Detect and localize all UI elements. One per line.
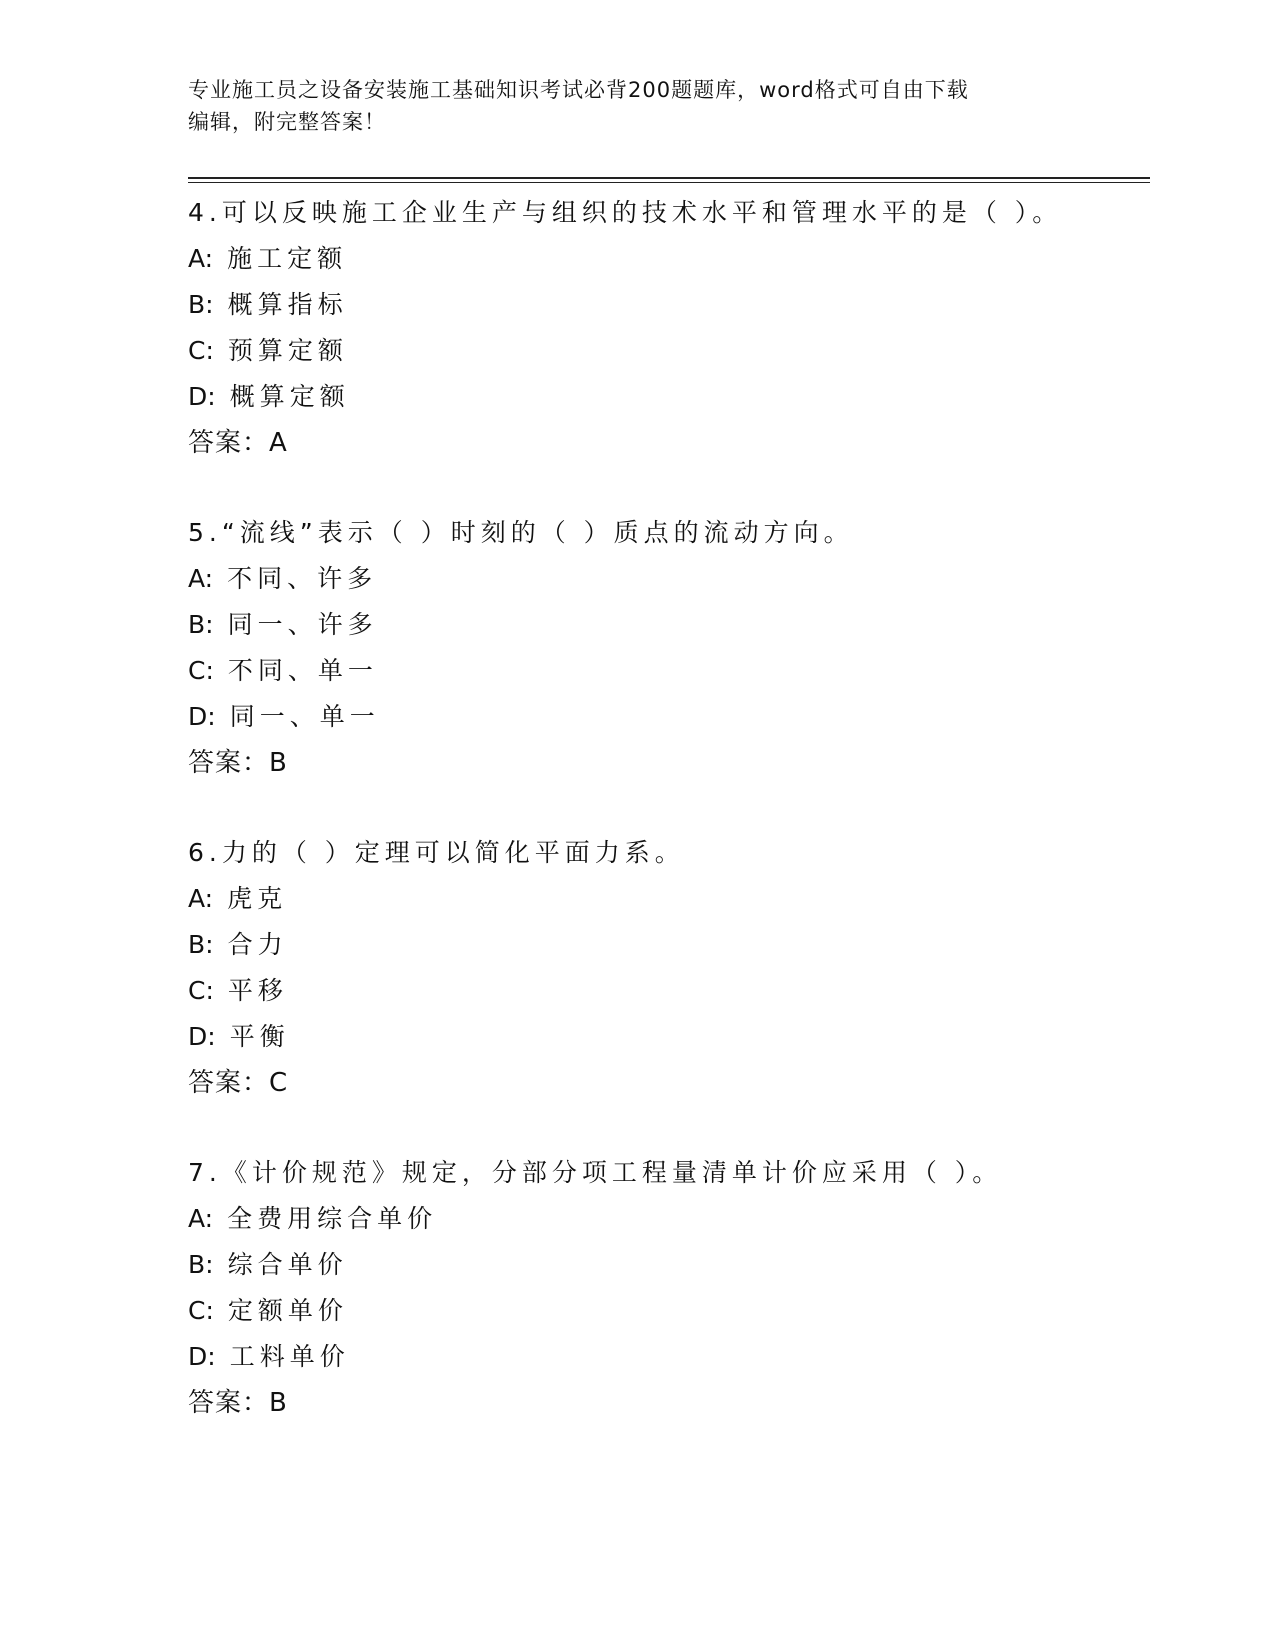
option-d [188, 1334, 1168, 1380]
option-text: 综合单价 [227, 1250, 348, 1279]
option-text: 平移 [227, 976, 288, 1005]
option-a [188, 556, 1168, 602]
option-c [188, 1288, 1168, 1334]
option-text: 概算指标 [227, 290, 348, 319]
option-text: 不同、单一 [227, 656, 378, 685]
header-divider-thick [188, 177, 1150, 179]
option-label: A: [188, 244, 214, 273]
question-5 [188, 510, 1168, 786]
option-d [188, 374, 1168, 420]
option-c [188, 968, 1168, 1014]
option-label: B: [188, 1250, 214, 1279]
option-label: A: [188, 564, 214, 593]
option-d [188, 1014, 1168, 1060]
option-b [188, 1242, 1168, 1288]
option-label: B: [188, 930, 214, 959]
option-text: 施工定额 [227, 244, 348, 273]
option-label: D: [188, 1342, 216, 1371]
header-line-2: 编辑，附完整答案！ [188, 110, 386, 134]
option-label: D: [188, 1022, 216, 1051]
option-a [188, 876, 1168, 922]
option-c [188, 648, 1168, 694]
option-text: 同一、许多 [227, 610, 378, 639]
option-text: 同一、单一 [229, 702, 380, 731]
option-text: 工料单价 [229, 1342, 350, 1371]
option-label: B: [188, 290, 214, 319]
option-label: C: [188, 1296, 214, 1325]
option-label: C: [188, 976, 214, 1005]
option-text: 预算定额 [227, 336, 348, 365]
question-7 [188, 1150, 1168, 1426]
question-stem: 5.“流线”表示（ ）时刻的（ ）质点的流动方向。 [188, 518, 854, 547]
answer-line: 答案：A [188, 428, 288, 458]
option-b [188, 922, 1168, 968]
answer-line: 答案：B [188, 748, 288, 778]
option-a [188, 1196, 1168, 1242]
option-text: 全费用综合单价 [227, 1204, 438, 1233]
option-text: 虎克 [227, 884, 288, 913]
option-text: 合力 [227, 930, 288, 959]
question-6 [188, 830, 1168, 1106]
option-b [188, 282, 1168, 328]
option-label: D: [188, 702, 216, 731]
header-divider-thin [188, 182, 1150, 183]
question-4 [188, 190, 1168, 466]
question-stem: 7.《计价规范》规定，分部分项工程量清单计价应采用（ ）。 [188, 1158, 1003, 1187]
question-stem: 6.力的（ ）定理可以简化平面力系。 [188, 838, 685, 867]
option-label: B: [188, 610, 214, 639]
option-label: C: [188, 336, 214, 365]
option-text: 定额单价 [227, 1296, 348, 1325]
option-label: A: [188, 1204, 214, 1233]
question-stem: 4.可以反映施工企业生产与组织的技术水平和管理水平的是（ ）。 [188, 198, 1063, 227]
option-c [188, 328, 1168, 374]
option-d [188, 694, 1168, 740]
option-text: 平衡 [229, 1022, 290, 1051]
option-b [188, 602, 1168, 648]
question-list [188, 190, 1168, 1470]
option-label: C: [188, 656, 214, 685]
option-a [188, 236, 1168, 282]
option-text: 概算定额 [229, 382, 350, 411]
answer-line: 答案：C [188, 1068, 289, 1098]
answer-line: 答案：B [188, 1388, 288, 1418]
document-header [188, 74, 1088, 138]
header-line-1: 专业施工员之设备安装施工基础知识考试必背200题题库，word格式可自由下载 [188, 78, 969, 102]
option-label: D: [188, 382, 216, 411]
option-label: A: [188, 884, 214, 913]
option-text: 不同、许多 [227, 564, 378, 593]
